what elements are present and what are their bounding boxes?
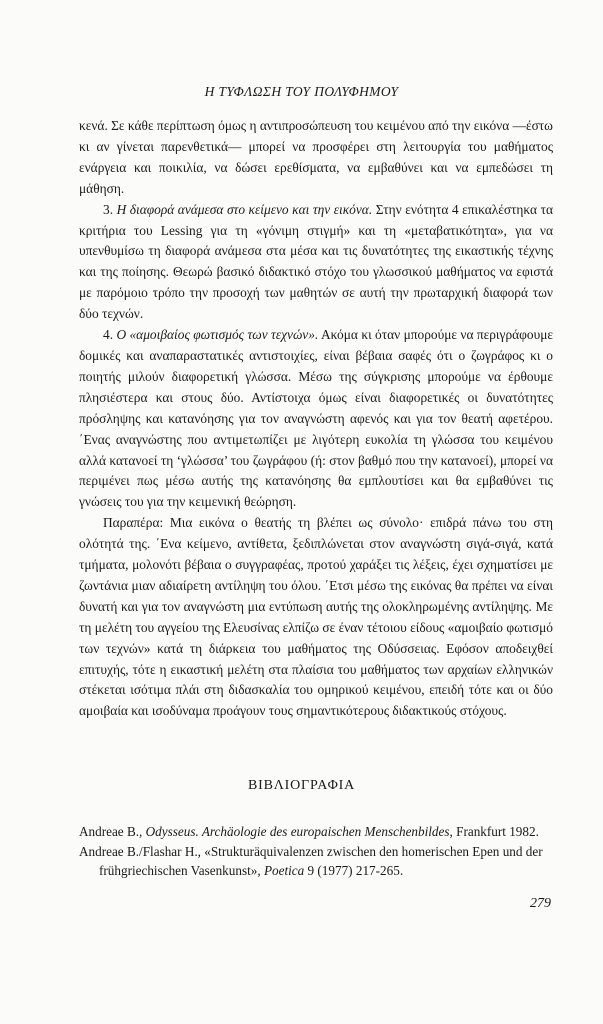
bibliography-heading: ΒΙΒΛΙΟΓΡΑΦΙΑ	[247, 778, 355, 793]
bib-title: Odysseus. Archäologie des europaischen Menschenbildes	[145, 824, 450, 839]
running-head: Η ΤΥΦΛΩΣΗ ΤΟΥ ΠΟΛΥΦΗΜΟΥ	[204, 84, 399, 99]
bib-author: Andreae B./Flashar H., «Strukturäquivalenzen zwischen den homerischen Epen und der frühgriechischen Vasenkunst»,	[79, 844, 543, 878]
bibliography-entry	[79, 822, 553, 841]
bibliography-list	[79, 822, 553, 880]
point-number: 3.	[103, 201, 117, 217]
bib-publication: 9 (1977) 217-265.	[304, 863, 404, 878]
bib-publication: , Frankfurt 1982.	[449, 824, 539, 839]
body-text	[79, 116, 553, 722]
point-body: Ακόμα κι όταν μπορούμε να περιγράφουμε δομικές και αναπαραστατικές αντιστοιχίες, είναι βέβαια σαφές ότι ο ζωγράφος κι ο ποιητής μιλούν διαφορετική γλώσσα. Μέσω της σύγκρισης μπορούμε να έρθουμε πλησιέστερα και στους δύο. Αντίστοιχα όμως είναι διαφορετικές οι δυνατότητες πρόσληψης και κατανόησης για τον αναγνώστη αφενός και για τον θεατή αφετέρου. ΄Ενας αναγνώστης που αντιμετωπίζει με λιγότερη ευκολία τη γλώσσα του κειμένου αλλά κατανοεί τη ‘γλώσσα’ του ζωγράφου (ή: στον βαθμό που την κατανοεί), μπορεί να περιμένει πως μέσω αυτής της κατανόησης θα εμπλουτίσει και θα εμβαθύνει τις γνώσεις του για την κειμενική θεώρηση.	[79, 327, 554, 510]
point-body: Στην ενότητα 4 επικαλέστηκα τα κριτήρια του Lessing για τη «γόνιμη στιγμή» και τη «μεταβατικότητα», για να υπενθυμίσω τη διαφορά ανάμεσα στα μέσα και τις δυνατότητες της εικαστικής τέχνης και της ποίησης. Θεωρώ βασικό διδακτικό στόχο του γλωσσικού μαθήματος να εφιστά με παρόμοιο τρόπο την προσοχή των μαθητών σε αυτή την πρωταρχική διαφορά των δύο τεχνών.	[79, 201, 553, 322]
bib-title: Poetica	[263, 863, 305, 878]
paragraph-continuation: κενά. Σε κάθε περίπτωση όμως η αντιπροσώπευση του κειμένου από την εικόνα —έστω κι αν γίνεται παρενθετικά— μπορεί να προσφέρει στη λειτουργία του μαθήματος ενάργεια και ποικιλία, να δώσει ερεθίσματα, να εμβαθύνει και να εμπεδώσει τη μάθηση.	[79, 118, 554, 196]
point-number: 4.	[103, 327, 117, 343]
page-number: 279	[530, 896, 551, 911]
paragraph-point-3	[79, 200, 553, 325]
paragraph-furthermore: Παραπέρα: Μια εικόνα ο θεατής τη βλέπει ως σύνολο· επιδρά πάνω του στη ολότητά της. ΄Ενα κείμενο, αντίθετα, ξεδιπλώνεται στον αναγνώστη σιγά-σιγά, κατά τμήματα, μολονότι βέβαια ο συγγραφέας, προτού χαράξει τις λέξεις, έχει σχηματίσει με ζωντάνια μιαν αδιαίρετη αντίληψη του όλου. ΄Ετσι μέσω της εικόνας θα πρέπει να είναι δυνατή και για τον αναγνώστη μια εντύπωση αυτής της ολοκληρωμένης αντίληψης. Με τη μελέτη του αγγείου της Ελευσίνας ελπίζω σε έναν τέτοιου είδους «αμοιβαίο φωτισμό των τεχνών» κατά τη διάρκεια του μαθήματος της Οδύσσειας. Εφόσον αποδειχθεί επιτυχής, τότε η εικαστική μελέτη στα πλαίσια του μαθήματος των αρχαίων ελληνικών στέκεται ισότιμα πλάι στη διδασκαλία του ομηρικού κειμένου, επειδή τότε και οι δύο αμοιβαία και ισοδύναμα προάγουν τους σημαντικότερους διδακτικούς στόχους.	[79, 515, 553, 719]
point-title: Η διαφορά ανάμεσα στο κείμενο και την εικόνα.	[116, 201, 373, 217]
bibliography-entry	[79, 842, 553, 880]
paragraph-point-4	[79, 325, 553, 513]
point-title: Ο «αμοιβαίος φωτισμός των τεχνών».	[116, 327, 319, 343]
bib-author: Andreae B.,	[79, 824, 146, 839]
